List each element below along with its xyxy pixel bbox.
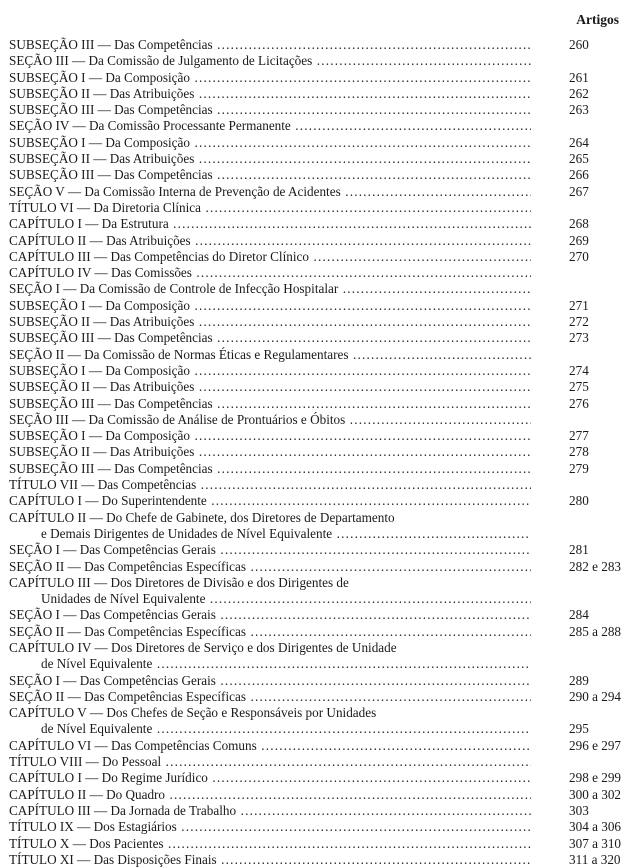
toc-entry-articles: 271	[569, 297, 589, 313]
toc-entry-articles: 307 a 310	[569, 835, 622, 851]
table-of-contents	[9, 37, 631, 868]
toc-entry	[9, 135, 631, 151]
toc-entry-line: TÍTULO VII — Das Competências .....	[9, 477, 531, 493]
toc-entry	[9, 689, 631, 705]
toc-entry-title	[9, 135, 531, 151]
toc-entry	[9, 102, 631, 118]
toc-entry-articles: 300 a 302	[569, 786, 622, 802]
toc-entry-title	[9, 184, 531, 200]
toc-entry	[9, 265, 631, 281]
toc-entry-title	[9, 510, 531, 543]
toc-entry-title	[9, 216, 531, 232]
toc-entry	[9, 200, 631, 216]
toc-entry-title	[9, 281, 531, 297]
toc-entry-title	[9, 53, 531, 69]
toc-entry	[9, 53, 631, 69]
toc-entry-title	[9, 461, 531, 477]
toc-entry-line: SUBSEÇÃO II — Das Atribuições .....	[9, 86, 531, 102]
toc-entry-line: SEÇÃO I — Das Competências Gerais .....	[9, 542, 531, 558]
toc-entry	[9, 86, 631, 102]
toc-entry-title	[9, 444, 531, 460]
toc-entry-articles: 273	[569, 330, 589, 346]
toc-entry-line: CAPÍTULO III — Da Jornada de Trabalho .....	[9, 803, 531, 819]
toc-entry-articles: 276	[569, 395, 589, 411]
toc-entry-title	[9, 689, 531, 705]
toc-entry	[9, 249, 631, 265]
toc-entry	[9, 493, 631, 509]
toc-entry-articles: 261	[569, 69, 589, 85]
toc-entry	[9, 314, 631, 330]
toc-entry	[9, 444, 631, 460]
toc-entry-title	[9, 151, 531, 167]
toc-entry-articles: 265	[569, 151, 589, 167]
toc-entry	[9, 803, 631, 819]
toc-entry-articles: 289	[569, 672, 589, 688]
toc-entry-title	[9, 167, 531, 183]
toc-entry-title	[9, 624, 531, 640]
toc-entry-line: TÍTULO XI — Das Disposições Finais .....	[9, 852, 531, 868]
toc-entry	[9, 167, 631, 183]
toc-entry-line: SUBSEÇÃO I — Da Composição .....	[9, 135, 531, 151]
toc-entry-articles: 266	[569, 167, 589, 183]
toc-entry-line: TÍTULO X — Dos Pacientes .....	[9, 836, 531, 852]
toc-entry-line: SEÇÃO II — Das Competências Específicas .....	[9, 559, 531, 575]
toc-entry-line: SUBSEÇÃO II — Das Atribuições .....	[9, 444, 531, 460]
toc-entry-line: CAPÍTULO IV — Dos Diretores de Serviço e dos Dirigentes de Unidade	[9, 639, 397, 655]
toc-entry-title	[9, 559, 531, 575]
toc-entry-title	[9, 738, 531, 754]
toc-entry	[9, 819, 631, 835]
toc-entry-articles: 262	[569, 85, 589, 101]
toc-entry-title	[9, 298, 531, 314]
toc-entry-title	[9, 787, 531, 803]
toc-entry-title	[9, 542, 531, 558]
toc-entry-line: Unidades de Nível Equivalente .....	[9, 591, 531, 607]
toc-entry-articles: 272	[569, 314, 589, 330]
toc-entry	[9, 70, 631, 86]
toc-entry-title	[9, 754, 531, 770]
toc-entry-line: CAPÍTULO II — Das Atribuições .....	[9, 233, 531, 249]
toc-entry-articles: 269	[569, 232, 589, 248]
toc-entry-line: SEÇÃO III — Da Comissão de Julgamento de Licitações .....	[9, 53, 531, 69]
toc-entry-articles: 311 a 320	[569, 851, 621, 867]
toc-entry-articles: 264	[569, 134, 589, 150]
toc-entry-line: SUBSEÇÃO I — Da Composição .....	[9, 298, 531, 314]
toc-entry	[9, 216, 631, 232]
toc-entry-line: CAPÍTULO III — Dos Diretores de Divisão e dos Dirigentes de	[9, 574, 349, 590]
toc-entry-articles: 270	[569, 248, 589, 264]
toc-entry-articles: 282 e 283	[569, 558, 622, 574]
toc-entry	[9, 852, 631, 868]
toc-entry-title	[9, 673, 531, 689]
toc-entry	[9, 233, 631, 249]
toc-entry-articles: 298 e 299	[569, 770, 622, 786]
toc-entry	[9, 298, 631, 314]
toc-entry-title	[9, 428, 531, 444]
toc-entry-line: e Demais Dirigentes de Unidades de Nível Equivalente .....	[9, 526, 531, 542]
toc-entry-line: SEÇÃO IV — Da Comissão Processante Permanente .....	[9, 118, 531, 134]
toc-entry-line: SEÇÃO II — Das Competências Específicas .....	[9, 689, 531, 705]
toc-entry-line: SUBSEÇÃO I — Da Composição .....	[9, 70, 531, 86]
toc-entry-line: SUBSEÇÃO III — Das Competências .....	[9, 330, 531, 346]
toc-entry-line: SEÇÃO II — Das Competências Específicas .....	[9, 624, 531, 640]
toc-entry-line: SUBSEÇÃO III — Das Competências .....	[9, 396, 531, 412]
toc-entry-line: SUBSEÇÃO II — Das Atribuições .....	[9, 379, 531, 395]
toc-entry-articles: 296 e 297	[569, 737, 622, 753]
toc-entry	[9, 118, 631, 134]
toc-entry-line: SUBSEÇÃO I — Da Composição .....	[9, 428, 531, 444]
toc-entry-title	[9, 379, 531, 395]
toc-entry-title	[9, 607, 531, 623]
toc-entry	[9, 575, 631, 608]
toc-entry-line: CAPÍTULO III — Das Competências do Diretor Clínico .....	[9, 249, 531, 265]
toc-entry	[9, 428, 631, 444]
toc-entry-articles: 303	[569, 802, 589, 818]
toc-entry-articles: 275	[569, 379, 589, 395]
toc-entry	[9, 559, 631, 575]
toc-entry-articles: 290 a 294	[569, 688, 622, 704]
toc-entry	[9, 37, 631, 53]
toc-entry-articles: 260	[569, 37, 589, 52]
toc-entry-title	[9, 314, 531, 330]
toc-entry-title	[9, 265, 531, 281]
toc-entry-line: CAPÍTULO I — Do Superintendente .....	[9, 493, 531, 509]
toc-entry	[9, 461, 631, 477]
toc-entry-line: SEÇÃO I — Das Competências Gerais .....	[9, 673, 531, 689]
toc-entry-articles: 279	[569, 460, 589, 476]
toc-entry	[9, 754, 631, 770]
toc-entry	[9, 640, 631, 673]
toc-entry-title	[9, 640, 531, 673]
toc-entry-title	[9, 249, 531, 265]
toc-entry-articles: 284	[569, 607, 589, 623]
toc-entry-articles: 304 a 306	[569, 819, 622, 835]
toc-entry-line: SUBSEÇÃO II — Das Atribuições .....	[9, 314, 531, 330]
toc-entry-title	[9, 770, 531, 786]
toc-entry-title	[9, 396, 531, 412]
toc-entry-title	[9, 70, 531, 86]
toc-entry-title	[9, 575, 531, 608]
toc-entry	[9, 347, 631, 363]
toc-entry-title	[9, 477, 531, 493]
artigos-column-header: Artigos	[576, 12, 619, 27]
toc-entry-title	[9, 493, 531, 509]
toc-entry-title	[9, 852, 531, 868]
toc-entry-line: SUBSEÇÃO III — Das Competências .....	[9, 102, 531, 118]
toc-entry-title	[9, 200, 531, 216]
toc-entry-title	[9, 118, 531, 134]
toc-entry-articles: 278	[569, 444, 589, 460]
toc-entry	[9, 330, 631, 346]
toc-entry-line: SUBSEÇÃO III — Das Competências .....	[9, 37, 531, 53]
toc-entry-title	[9, 705, 531, 738]
toc-entry	[9, 624, 631, 640]
toc-entry-line: CAPÍTULO IV — Das Comissões .....	[9, 265, 531, 281]
toc-entry-title	[9, 102, 531, 118]
toc-entry-title	[9, 233, 531, 249]
toc-entry-title	[9, 363, 531, 379]
toc-entry-line: SEÇÃO II — Da Comissão de Normas Éticas e Regulamentares .....	[9, 347, 531, 363]
toc-entry-line: CAPÍTULO I — Do Regime Jurídico .....	[9, 770, 531, 786]
toc-entry	[9, 477, 631, 493]
toc-entry	[9, 542, 631, 558]
toc-entry-articles: 281	[569, 542, 589, 558]
toc-entry-title	[9, 819, 531, 835]
toc-entry-line: CAPÍTULO V — Dos Chefes de Seção e Responsáveis por Unidades	[9, 705, 377, 721]
toc-entry	[9, 673, 631, 689]
toc-entry	[9, 151, 631, 167]
toc-entry-articles: 267	[569, 183, 589, 199]
toc-entry-articles: 274	[569, 362, 589, 378]
toc-entry-line: SEÇÃO III — Da Comissão de Análise de Prontuários e Óbitos .....	[9, 412, 531, 428]
toc-entry	[9, 281, 631, 297]
toc-entry-title	[9, 412, 531, 428]
toc-entry-title	[9, 836, 531, 852]
toc-entry-line: de Nível Equivalente .....	[9, 656, 531, 672]
toc-entry	[9, 510, 631, 543]
toc-entry-line: CAPÍTULO II — Do Quadro .....	[9, 787, 531, 803]
toc-entry-line: CAPÍTULO II — Do Chefe de Gabinete, dos Diretores de Departamento	[9, 509, 395, 525]
toc-entry-line: SEÇÃO I — Das Competências Gerais .....	[9, 607, 531, 623]
toc-entry-line: de Nível Equivalente .....	[9, 721, 531, 737]
toc-entry-line: TÍTULO VI — Da Diretoria Clínica .....	[9, 200, 531, 216]
toc-entry	[9, 705, 631, 738]
toc-entry-line: SUBSEÇÃO I — Da Composição .....	[9, 363, 531, 379]
toc-entry	[9, 363, 631, 379]
toc-entry	[9, 184, 631, 200]
toc-entry-title	[9, 37, 531, 53]
toc-entry	[9, 836, 631, 852]
toc-entry-title	[9, 86, 531, 102]
toc-entry-articles	[531, 510, 631, 526]
toc-entry	[9, 738, 631, 754]
toc-entry-title	[9, 803, 531, 819]
toc-entry	[9, 607, 631, 623]
toc-entry-line: CAPÍTULO I — Da Estrutura .....	[9, 216, 531, 232]
toc-entry	[9, 396, 631, 412]
toc-entry-line: SUBSEÇÃO III — Das Competências .....	[9, 461, 531, 477]
toc-entry-articles	[531, 640, 631, 656]
toc-entry-articles: 277	[569, 428, 589, 444]
toc-entry-line: TÍTULO VIII — Do Pessoal .....	[9, 754, 531, 770]
toc-entry-articles: 280	[569, 493, 589, 509]
toc-entry-articles: 268	[569, 216, 589, 232]
toc-entry-line: SEÇÃO V — Da Comissão Interna de Prevenção de Acidentes .....	[9, 184, 531, 200]
toc-entry-line: SUBSEÇÃO II — Das Atribuições .....	[9, 151, 531, 167]
toc-entry-articles	[531, 575, 631, 591]
toc-entry-line: SUBSEÇÃO III — Das Competências .....	[9, 167, 531, 183]
toc-entry	[9, 787, 631, 803]
toc-entry-articles: 285 a 288	[569, 623, 622, 639]
toc-entry	[9, 770, 631, 786]
toc-entry-line: CAPÍTULO VI — Das Competências Comuns .....	[9, 738, 531, 754]
toc-entry	[9, 412, 631, 428]
toc-entry-articles: 295	[569, 721, 589, 737]
toc-entry-title	[9, 330, 531, 346]
toc-entry-title	[9, 347, 531, 363]
toc-entry-line: SEÇÃO I — Da Comissão de Controle de Infecção Hospitalar .....	[9, 281, 531, 297]
toc-entry	[9, 379, 631, 395]
toc-entry-articles: 263	[569, 102, 589, 118]
toc-entry-line: TÍTULO IX — Dos Estagiários .....	[9, 819, 531, 835]
